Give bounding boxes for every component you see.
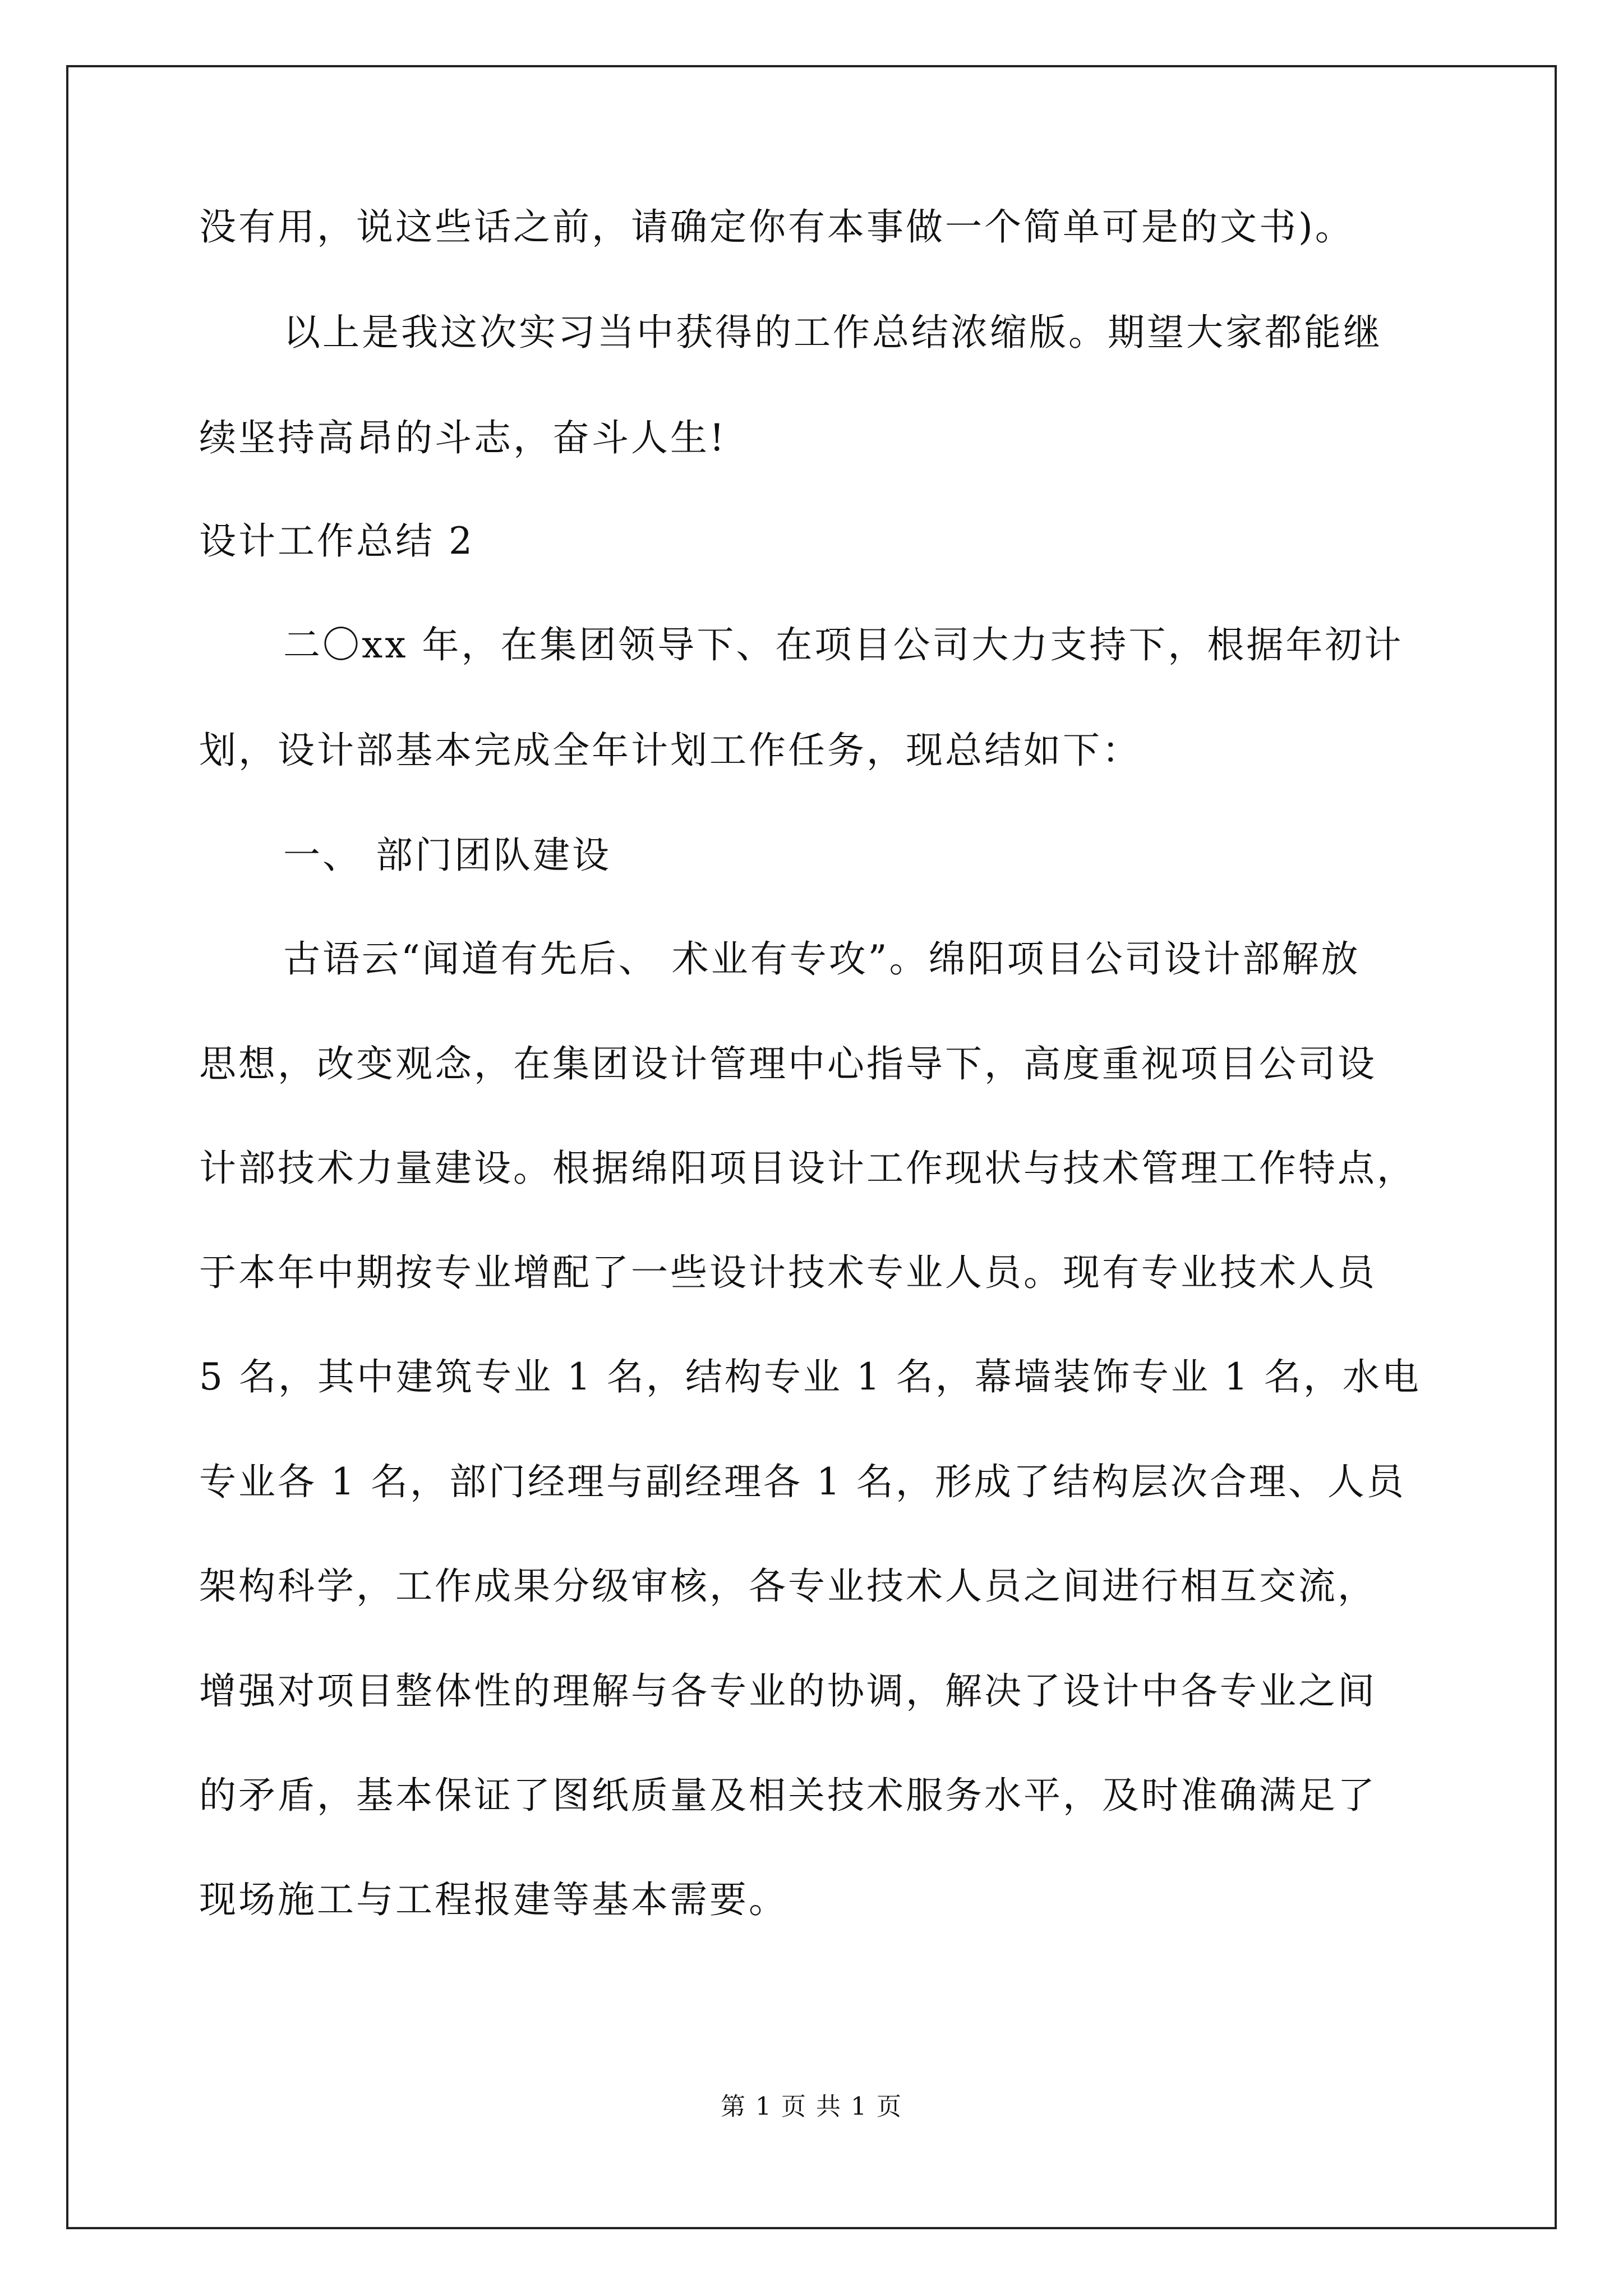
text-line: 增强对项目整体性的理解与各专业的协调，解决了设计中各专业之间	[199, 1669, 1377, 1713]
text-line: 5 名，其中建筑专业 1 名，结构专业 1 名，幕墙装饰专业 1 名，水电	[199, 1355, 1421, 1398]
text-line: 划，设计部基本完成全年计划工作任务，现总结如下：	[199, 729, 1141, 772]
page-number-footer: 第 1 页 共 1 页	[721, 2092, 902, 2121]
paragraph-start: 二〇xx 年，在集团领导下、在项目公司大力支持下，根据年初计	[283, 623, 1404, 666]
text-line: 于本年中期按专业增配了一些设计技术专业人员。现有专业技术人员	[199, 1251, 1377, 1294]
section-title: 设计工作总结 2	[199, 519, 474, 563]
text-line: 计部技术力量建设。根据绵阳项目设计工作现状与技术管理工作特点，	[199, 1147, 1416, 1190]
text-line: 专业各 1 名，部门经理与副经理各 1 名，形成了结构层次合理、人员	[199, 1460, 1406, 1503]
paragraph-start: 以上是我这次实习当中获得的工作总结浓缩版。期望大家都能继	[283, 311, 1382, 354]
text-line: 架构科学，工作成果分级审核，各专业技术人员之间进行相互交流，	[199, 1565, 1377, 1608]
text-line: 没有用，说这些话之前，请确定你有本事做一个简单可是的文书)。	[199, 205, 1354, 249]
paragraph-start: 古语云“闻道有先后、 术业有专攻”。绵阳项目公司设计部解放	[283, 937, 1361, 981]
text-line: 思想，改变观念，在集团设计管理中心指导下，高度重视项目公司设	[199, 1042, 1377, 1085]
text-line: 现场施工与工程报建等基本需要。	[199, 1878, 788, 1921]
subsection-heading: 一、 部门团队建设	[283, 834, 611, 877]
text-line: 的矛盾，基本保证了图纸质量及相关技术服务水平，及时准确满足了	[199, 1774, 1377, 1817]
text-line: 续坚持高昂的斗志，奋斗人生!	[199, 416, 727, 459]
